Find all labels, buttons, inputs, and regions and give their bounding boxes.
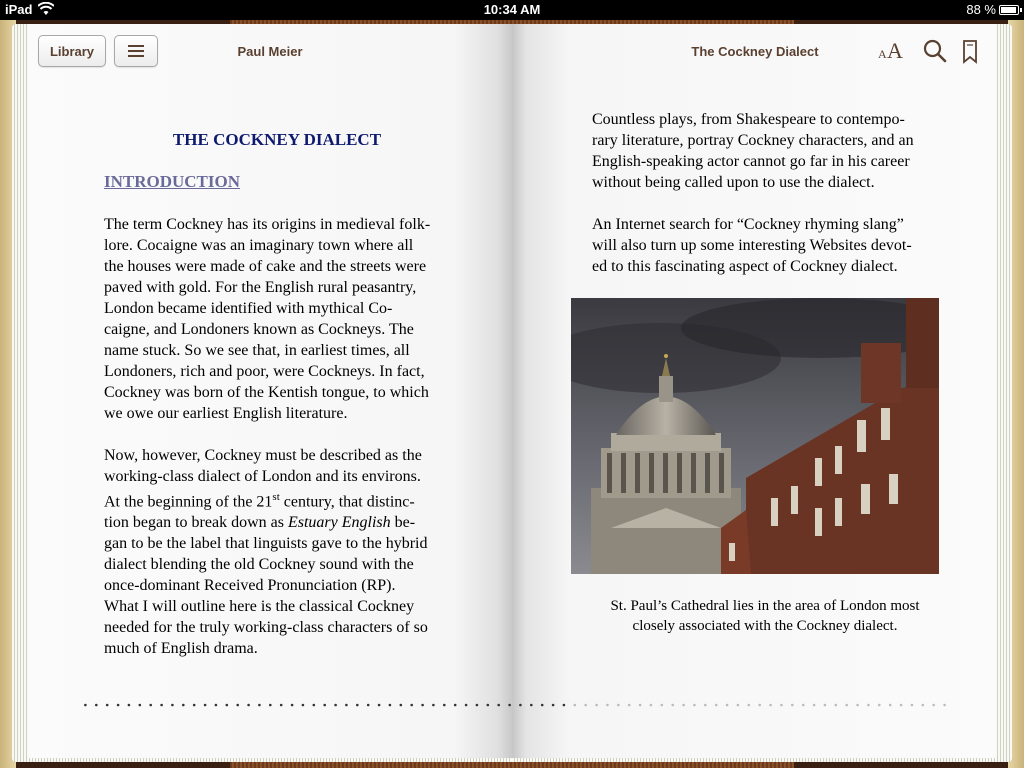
page-dot[interactable] (715, 704, 718, 707)
photo-caption (580, 596, 950, 636)
page-dot[interactable] (541, 704, 544, 707)
page-dot[interactable] (617, 704, 620, 707)
text-line: much of English drama. (104, 640, 258, 658)
cathedral-photo[interactable] (571, 298, 939, 574)
page-dot[interactable] (606, 704, 609, 707)
page-dot[interactable] (95, 704, 98, 707)
page-dot[interactable] (258, 704, 261, 707)
page-dot[interactable] (367, 704, 370, 707)
text-line: without being called upon to use the dialect. (592, 174, 875, 191)
page-dot[interactable] (291, 704, 294, 707)
page-dot[interactable] (856, 704, 859, 707)
page-dot[interactable] (552, 704, 555, 707)
font-size-icon[interactable] (876, 38, 908, 66)
text-line: dialect blending the old Cockney sound with the (104, 556, 414, 574)
text-line: once-dominant Received Pronunciation (RP). (104, 577, 396, 595)
page-dot[interactable] (226, 704, 229, 707)
page-dot[interactable] (519, 704, 522, 707)
clock: 10:34 AM (483, 2, 541, 17)
page-dot[interactable] (726, 704, 729, 707)
text-line: Cockney was born of the Kentish tongue, to which (104, 384, 429, 401)
library-button[interactable]: Library (38, 35, 106, 67)
page-dot[interactable] (867, 704, 870, 707)
page-dot[interactable] (117, 704, 120, 707)
page-dot[interactable] (671, 704, 674, 707)
text-line: tion began to break down as Estuary English be- (104, 514, 416, 532)
page-dot[interactable] (628, 704, 631, 707)
caption-line: St. Paul’s Cathedral lies in the area of London most (610, 598, 920, 614)
text-line: working-class dialect of London and its environs. (104, 468, 421, 485)
text-line: paved with gold. For the English rural peasantry, (104, 279, 417, 296)
page-dot[interactable] (682, 704, 685, 707)
page-dot[interactable] (215, 704, 218, 707)
text-line: the houses were made of cake and the streets were (104, 258, 427, 275)
page-dot[interactable] (247, 704, 250, 707)
page-dot[interactable] (236, 704, 239, 707)
page-dot[interactable] (465, 704, 468, 707)
page-dot[interactable] (160, 704, 163, 707)
page-dot[interactable] (769, 704, 772, 707)
text-line: caigne, and Londoners known as Cockneys. The (104, 321, 414, 338)
page-dot[interactable] (650, 704, 653, 707)
page-dot[interactable] (204, 704, 207, 707)
chapter-title: THE COCKNEY DIALECT (172, 130, 382, 149)
text-line: rary literature, portray Cockney characters, and an (592, 132, 914, 149)
page-dot[interactable] (313, 704, 316, 707)
page-scrubber[interactable] (80, 700, 950, 710)
text-line: What I will outline here is the classical Cockney (104, 598, 415, 616)
text-line: lore. Cocaigne was an imaginary town where all (104, 237, 414, 254)
page-dot[interactable] (693, 704, 696, 707)
page-dot[interactable] (269, 704, 272, 707)
table-of-contents-button[interactable] (114, 35, 158, 67)
page-dot[interactable] (421, 704, 424, 707)
page-dot[interactable] (922, 704, 925, 707)
page-dot[interactable] (128, 704, 131, 707)
page-dot[interactable] (835, 704, 838, 707)
book-title: The Cockney Dialect (691, 44, 819, 59)
text-line: At the beginning of the 21st century, that distinc- (104, 491, 415, 511)
text-line: An Internet search for “Cockney rhyming slang” (592, 216, 904, 233)
page-dot[interactable] (323, 704, 326, 707)
page-dot[interactable] (476, 704, 479, 707)
page-dot[interactable] (302, 704, 305, 707)
page-dot[interactable] (106, 704, 109, 707)
text-line: Countless plays, from Shakespeare to contempo- (592, 111, 905, 128)
battery-icon (999, 5, 1019, 15)
page-dot[interactable] (845, 704, 848, 707)
paragraph-origins (104, 214, 454, 424)
page-dot[interactable] (813, 704, 816, 707)
page-dot[interactable] (280, 704, 283, 707)
page-dot[interactable] (345, 704, 348, 707)
page-dot[interactable] (889, 704, 892, 707)
list-icon (128, 45, 144, 57)
page-dot[interactable] (389, 704, 392, 707)
page-dot[interactable] (530, 704, 533, 707)
page-dot[interactable] (802, 704, 805, 707)
book-author: Paul Meier (237, 44, 303, 59)
text-line: The term Cockney has its origins in medieval folk- (104, 216, 431, 233)
emphasis-term: Estuary English (287, 514, 391, 532)
page-dot[interactable] (758, 704, 761, 707)
page-dot[interactable] (400, 704, 403, 707)
bookmark-icon[interactable] (962, 40, 978, 64)
page-dot[interactable] (900, 704, 903, 707)
page-dot[interactable] (737, 704, 740, 707)
page-dot[interactable] (508, 704, 511, 707)
search-icon[interactable] (922, 38, 948, 64)
text-line: name stuck. So we see that, in earliest times, all (104, 342, 410, 359)
page-dot[interactable] (824, 704, 827, 707)
text-line: needed for the truly working-class characters of so (104, 619, 428, 637)
page-dot[interactable] (334, 704, 337, 707)
page-dot[interactable] (791, 704, 794, 707)
page-dot[interactable] (171, 704, 174, 707)
page-dot[interactable] (410, 704, 413, 707)
font-small-glyph: A (878, 47, 887, 61)
text-line: ed to this fascinating aspect of Cockney dialect. (592, 258, 898, 275)
page-dot[interactable] (84, 704, 87, 707)
page-dot[interactable] (932, 704, 935, 707)
page-dot[interactable] (149, 704, 152, 707)
page-dot[interactable] (497, 704, 500, 707)
current-page-dot[interactable] (563, 704, 566, 707)
page-dot[interactable] (595, 704, 598, 707)
device-name: iPad (5, 2, 33, 17)
page-dot[interactable] (704, 704, 707, 707)
page-dot[interactable] (911, 704, 914, 707)
caption-line: closely associated with the Cockney dialect. (632, 618, 898, 634)
text-line: Londoners, rich and poor, were Cockneys. In fact, (104, 363, 425, 380)
text-line: will also turn up some interesting Websites devot- (592, 237, 912, 254)
text-line: we owe our earliest English literature. (104, 405, 348, 422)
page-dot[interactable] (943, 704, 946, 707)
superscript: st (272, 491, 280, 503)
section-heading[interactable]: INTRODUCTION (104, 172, 241, 191)
page-dot[interactable] (139, 704, 142, 707)
page-dot[interactable] (356, 704, 359, 707)
text-line: gan to be the label that linguists gave to the hybrid (104, 535, 428, 553)
page-dot[interactable] (443, 704, 446, 707)
paragraph-rhyming-slang (592, 214, 942, 277)
paragraph-working-class (104, 445, 454, 659)
battery-percent: 88 % (966, 2, 996, 17)
page-dot[interactable] (878, 704, 881, 707)
page-dot[interactable] (432, 704, 435, 707)
page-dot[interactable] (584, 704, 587, 707)
text-line: English-speaking actor cannot go far in his career (592, 153, 910, 170)
page-dot[interactable] (574, 704, 577, 707)
page-dot[interactable] (487, 704, 490, 707)
status-bar (0, 0, 1024, 20)
text-line: Now, however, Cockney must be described as the (104, 447, 422, 464)
page-dot[interactable] (748, 704, 751, 707)
page-dot[interactable] (661, 704, 664, 707)
page-dot[interactable] (182, 704, 185, 707)
page-dot[interactable] (193, 704, 196, 707)
page-dot[interactable] (454, 704, 457, 707)
page-dot[interactable] (639, 704, 642, 707)
page-dot[interactable] (378, 704, 381, 707)
text-line: London became identified with mythical Co- (104, 300, 393, 317)
page-dot[interactable] (780, 704, 783, 707)
paragraph-plays (592, 109, 942, 193)
font-large-glyph: A (887, 38, 903, 63)
